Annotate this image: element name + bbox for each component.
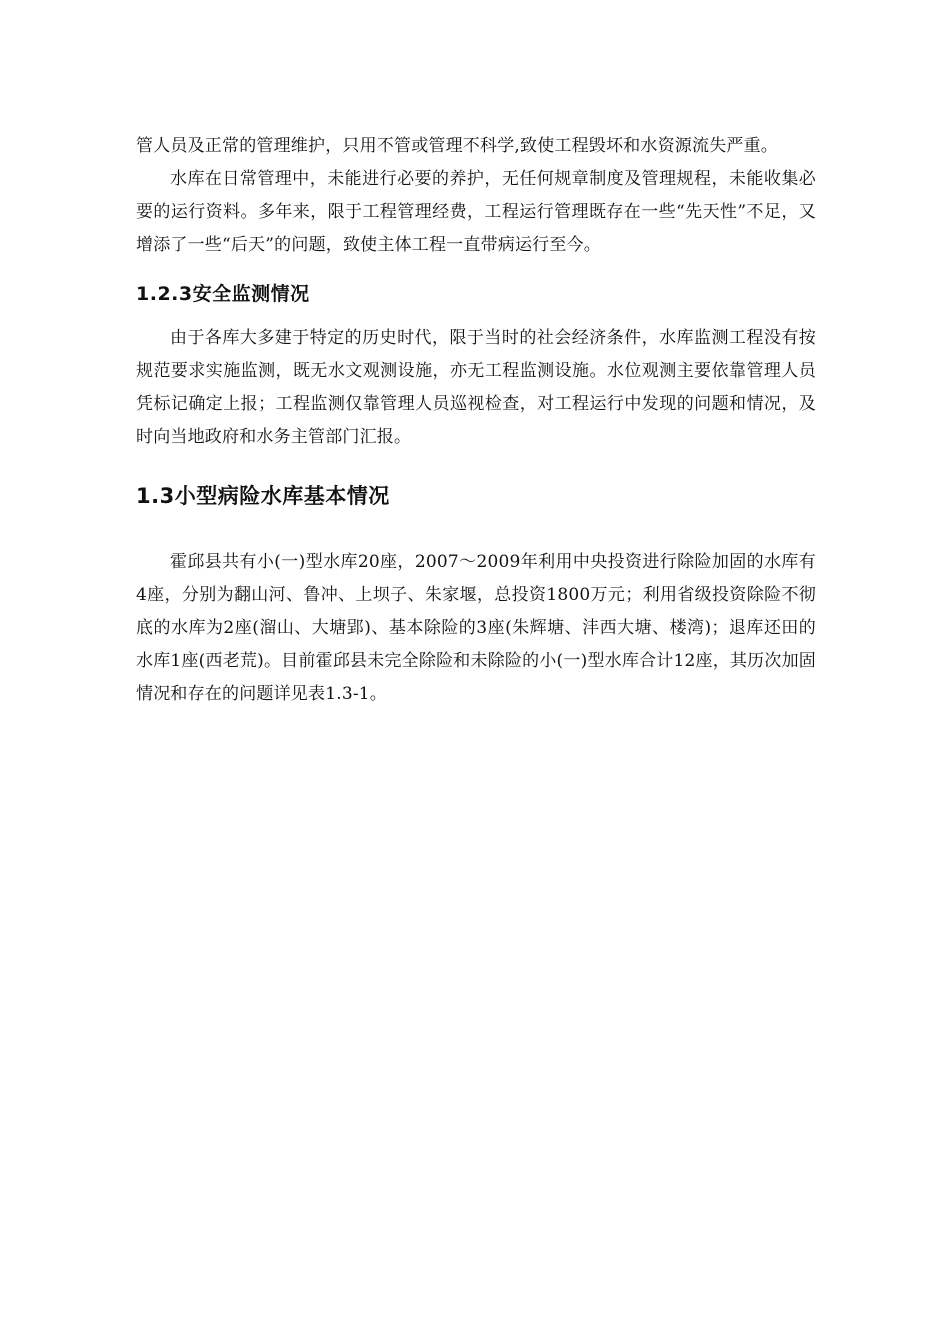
paragraph-monitoring: 由于各库大多建于特定的历史时代，限于当时的社会经济条件，水库监测工程没有按规范要求实施监测，既无水文观测设施，亦无工程监测设施。水位观测主要依靠管理人员凭标记确定上报；工程监测仅靠管理人员巡视检查，对工程运行中发现的问题和情况，及时向当地政府和水务主管部门汇报。 xyxy=(136,328,816,447)
paragraph-management: 水库在日常管理中，未能进行必要的养护，无任何规章制度及管理规程，未能收集必要的运行资料。多年来，限于工程管理经费，工程运行管理既存在一些“先天性”不足，又增添了一些“后天”的问题，致使主体工程一直带病运行至今。 xyxy=(136,169,816,255)
paragraph-continuation: 管人员及正常的管理维护，只用不管或管理不科学,致使工程毁坏和水资源流失严重。 xyxy=(136,136,779,156)
section-heading-1-3: 1.3小型病险水库基本情况 xyxy=(136,484,390,508)
document-body xyxy=(136,130,816,711)
paragraph-reservoirs: 霍邱县共有小(一)型水库20座，2007～2009年利用中央投资进行除险加固的水库有4座，分别为翻山河、鲁冲、上坝子、朱家堰，总投资1800万元；利用省级投资除险不彻底的水库为2座(溜山、大塘郢)、基本除险的3座(朱辉塘、沣西大塘、楼湾)；退库还田的水库1座(西老荒)。目前霍邱县未完全除险和未除险的小(一)型水库合计12座，其历次加固情况和存在的问题详见表1.3-1。 xyxy=(136,552,816,704)
section-heading-1-2-3: 1.2.3安全监测情况 xyxy=(136,283,310,305)
